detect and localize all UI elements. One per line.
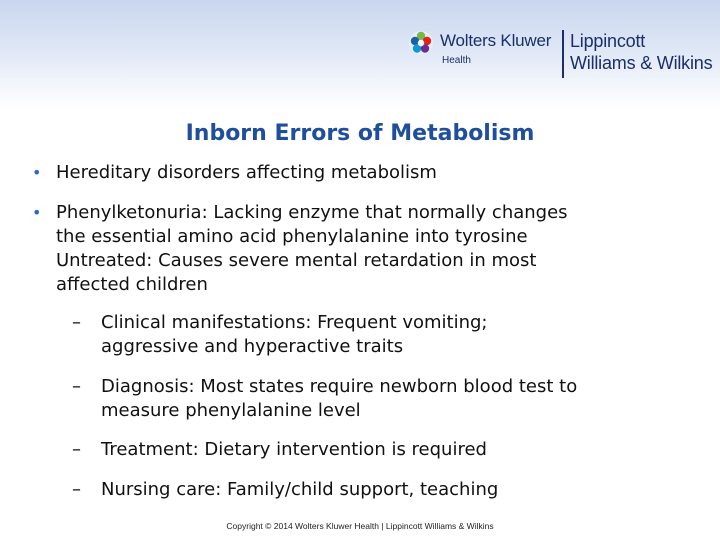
williams-wilkins-wordmark: Williams & Wilkins xyxy=(570,53,713,73)
subbullet-item xyxy=(72,478,702,502)
slide-title: Inborn Errors of Metabolism xyxy=(185,121,535,146)
bullet-text xyxy=(56,201,702,297)
bullet-item xyxy=(32,161,702,185)
wolters-kluwer-wordmark: Wolters Kluwer xyxy=(440,31,552,50)
subbullet-text xyxy=(101,438,702,462)
subbullet-item xyxy=(72,311,702,359)
subbullet-line: Nursing care: Family/child support, teaching xyxy=(101,479,499,500)
logo-divider xyxy=(562,30,564,78)
bullet-marker: • xyxy=(32,163,42,182)
wolters-kluwer-logo-icon xyxy=(408,30,434,56)
subbullet-line: Treatment: Dietary intervention is required xyxy=(101,439,487,460)
bullet-line: Hereditary disorders affecting metabolism xyxy=(56,162,437,183)
bullet-line: Untreated: Causes severe mental retardation in most xyxy=(56,250,537,271)
subbullet-text xyxy=(101,311,702,359)
bullet-item xyxy=(32,201,702,297)
subbullet-item xyxy=(72,375,702,423)
dash-marker: – xyxy=(72,312,81,333)
bullet-line: the essential amino acid phenylalanine into tyrosine xyxy=(56,226,528,247)
subbullet-line: Diagnosis: Most states require newborn blood test to xyxy=(101,376,578,397)
health-wordmark: Health xyxy=(442,55,471,66)
dash-marker: – xyxy=(72,479,81,500)
subbullet-line: aggressive and hyperactive traits xyxy=(101,336,404,357)
bullet-marker: • xyxy=(32,203,42,222)
bullet-line: affected children xyxy=(56,274,208,295)
bullet-line: Phenylketonuria: Lacking enzyme that normally changes xyxy=(56,202,568,223)
subbullet-line: Clinical manifestations: Frequent vomiting; xyxy=(101,312,488,333)
publisher-logo xyxy=(406,28,716,80)
bullet-text xyxy=(56,161,702,185)
subbullet-item xyxy=(72,438,702,462)
subbullet-text xyxy=(101,375,702,423)
copyright-footer: Copyright © 2014 Wolters Kluwer Health | Lippincott Williams & Wilkins xyxy=(226,521,494,531)
dash-marker: – xyxy=(72,376,81,397)
dash-marker: – xyxy=(72,439,81,460)
subbullet-line: measure phenylalanine level xyxy=(101,400,361,421)
subbullet-text xyxy=(101,478,702,502)
lippincott-wordmark: Lippincott xyxy=(570,31,646,51)
